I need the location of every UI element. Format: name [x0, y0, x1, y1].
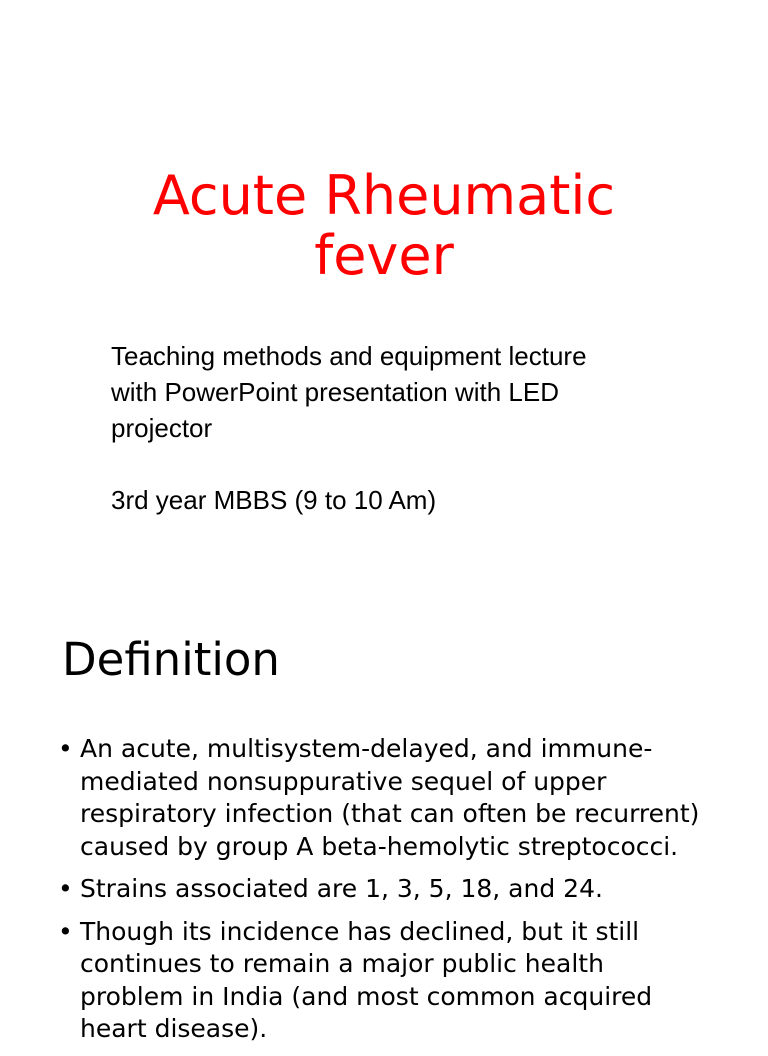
bullet-text: Though its incidence has declined, but it still continues to remain a major public health problem in India (and most common acquired heart disease).	[80, 916, 653, 1043]
bullet-item	[58, 733, 708, 863]
audience-text: 3rd year MBBS (9 to 10 Am)	[111, 485, 437, 515]
subtitle-spacer	[111, 446, 711, 482]
bullet-icon: •	[58, 874, 73, 903]
subtitle-line-2: with PowerPoint presentation with LED	[111, 377, 560, 407]
definition-heading: Definition	[62, 633, 280, 686]
slide-title-line-2: fever	[314, 224, 454, 287]
slide-subtitle	[111, 338, 711, 518]
bullet-item	[58, 873, 708, 906]
slide-title	[0, 166, 768, 286]
subtitle-line-1: Teaching methods and equipment lecture	[111, 341, 587, 371]
definition-bullet-list	[58, 733, 708, 1056]
bullet-text: Strains associated are 1, 3, 5, 18, and 24.	[80, 874, 603, 903]
bullet-icon: •	[58, 734, 73, 763]
subtitle-line-3: projector	[111, 413, 213, 443]
bullet-item	[58, 916, 708, 1046]
definition-slide	[0, 576, 768, 1043]
slide-title-line-1: Acute Rheumatic	[152, 164, 616, 227]
bullet-text: An acute, multisystem-delayed, and immune-mediated nonsuppurative sequel of upper respiratory infection (that can often be recurrent) caused by group A beta-hemolytic streptococci.	[80, 734, 700, 861]
bullet-icon: •	[58, 916, 73, 946]
